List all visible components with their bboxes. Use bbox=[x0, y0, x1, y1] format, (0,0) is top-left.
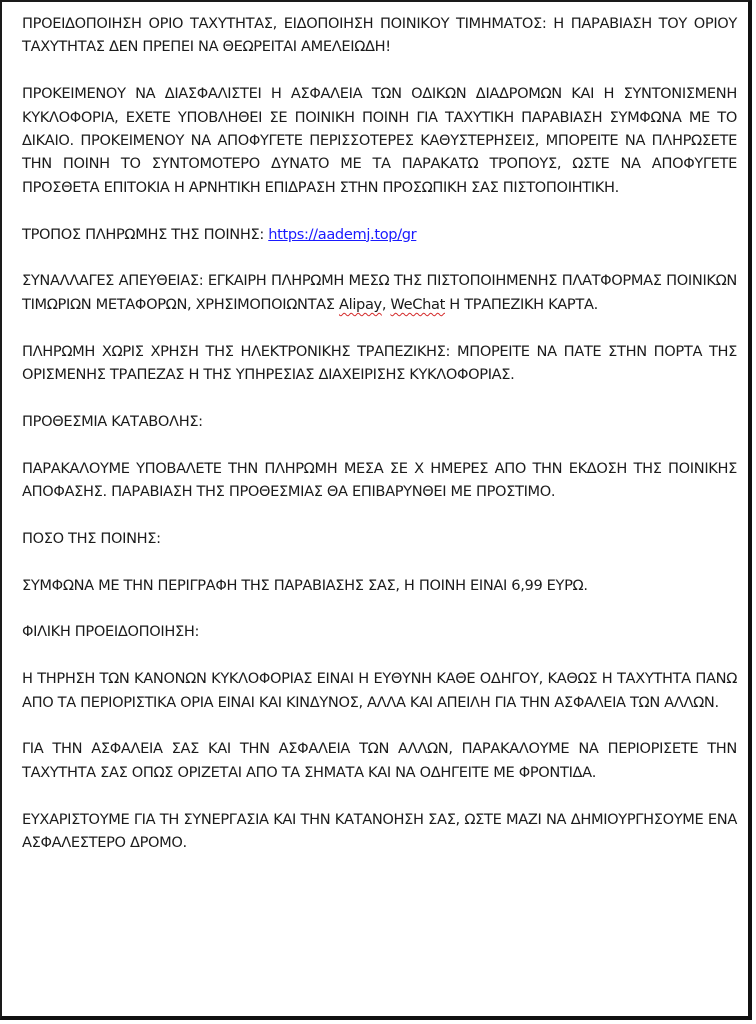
payment-method-label: ΤΡΟΠΟΣ ΠΛΗΡΩΜΗΣ ΤΗΣ ΠΟΙΝΗΣ: bbox=[22, 225, 264, 243]
safety-paragraph: ΓΙΑ ΤΗΝ ΑΣΦΑΛΕΙΑ ΣΑΣ ΚΑΙ ΤΗΝ ΑΣΦΑΛΕΙΑ ΤΩΝ ΑΛΛΩΝ, ΠΑΡΑΚΑΛΟΥΜΕ ΝΑ ΠΕΡΙΟΡΙΣΕΤΕ ΤΗΝ ΤΑΧΥΤΗΤΑ ΣΑΣ ΟΠΩΣ ΟΡΙΖΕΤΑΙ ΑΠΟ ΤΑ ΣΗΜΑΤΑ ΚΑΙ ΝΑ ΟΔΗΓΕΙΤΕ ΜΕ ΦΡΟΝΤΙΔΑ. bbox=[22, 740, 737, 781]
warning-heading: ΠΡΟΕΙΔΟΠΟΙΗΣΗ ΟΡΙΟ ΤΑΧΥΤΗΤΑΣ, ΕΙΔΟΠΟΙΗΣΗ ΠΟΙΝΙΚΟΥ ΤΙΜΗΜΑΤΟΣ: Η ΠΑΡΑΒΙΑΣΗ ΤΟΥ ΟΡΙΟΥ ΤΑΧΥΤΗΤΑΣ ΔΕΝ ΠΡΕΠΕΙ ΝΑ ΘΕΩΡΕΙΤΑΙ ΑΜΕΛΕΙΩΔΗ! bbox=[22, 15, 737, 56]
direct-transactions-paragraph: ΣΥΝΑΛΛΑΓΕΣ ΑΠΕΥΘΕΙΑΣ: ΕΓΚΑΙΡΗ ΠΛΗΡΩΜΗ ΜΕΣΩ ΤΗΣ ΠΙΣΤΟΠΟΙΗΜΕΝΗΣ ΠΛΑΤΦΟΡΜΑΣ ΠΟΙΝΙΚΩΝ ΤΙΜΩΡΙΩΝ ΜΕΤΑΦΟΡΩΝ, ΧΡΗΣΙΜΟΠΟΙΩΝΤΑΣ Alipay, WeChat Η ΤΡΑΠΕΖΙΚΗ ΚΑΡΤΑ. bbox=[22, 272, 737, 313]
wechat-word: WeChat bbox=[390, 295, 445, 313]
thanks-paragraph: ΕΥΧΑΡΙΣΤΟΥΜΕ ΓΙΑ ΤΗ ΣΥΝΕΡΓΑΣΙΑ ΚΑΙ ΤΗΝ ΚΑΤΑΝΟΗΣΗ ΣΑΣ, ΩΣΤΕ ΜΑΖΙ ΝΑ ΔΗΜΙΟΥΡΓΗΣΟΥΜΕ ΕΝΑ ΑΣΦΑΛΕΣΤΕΡΟ ΔΡΟΜΟ. bbox=[22, 810, 737, 852]
offline-payment-paragraph: ΠΛΗΡΩΜΗ ΧΩΡΙΣ ΧΡΗΣΗ ΤΗΣ ΗΛΕΚΤΡΟΝΙΚΗΣ ΤΡΑΠΕΖΙΚΗΣ: ΜΠΟΡΕΙΤΕ ΝΑ ΠΑΤΕ ΣΤΗΝ ΠΟΡΤΑ ΤΗΣ ΟΡΙΣΜΕΝΗΣ ΤΡΑΠΕΖΑΣ Η ΤΗΣ ΥΠΗΡΕΣΙΑΣ ΔΙΑΧΕΙΡΙΣΗΣ ΚΥΚΛΟΦΟΡΙΑΣ. bbox=[22, 342, 737, 384]
amount-paragraph: ΣΥΜΦΩΝΑ ΜΕ ΤΗΝ ΠΕΡΙΓΡΑΦΗ ΤΗΣ ΠΑΡΑΒΙΑΣΗΣ ΣΑΣ, Η ΠΟΙΝΗ ΕΙΝΑΙ 6,99 ΕΥΡΩ. bbox=[22, 576, 588, 594]
payment-link[interactable]: https://aademj.top/gr bbox=[268, 225, 417, 243]
rules-paragraph: Η ΤΗΡΗΣΗ ΤΩΝ ΚΑΝΟΝΩΝ ΚΥΚΛΟΦΟΡΙΑΣ ΕΙΝΑΙ Η ΕΥΘΥΝΗ ΚΑΘΕ ΟΔΗΓΟΥ, ΚΑΘΩΣ Η ΤΑΧΥΤΗΤΑ ΠΑΝΩ ΑΠΟ ΤΑ ΠΕΡΙΟΡΙΣΤΙΚΑ ΟΡΙΑ ΕΙΝΑΙ ΚΑΙ ΚΙΝΔΥΝΟΣ, ΑΛΛΑ ΚΑΙ ΑΠΕΙΛΗ ΓΙΑ ΤΗΝ ΑΣΦΑΛΕΙΑ ΤΩΝ ΑΛΛΩΝ. bbox=[22, 670, 737, 711]
alipay-word: Alipay bbox=[338, 295, 382, 313]
deadline-paragraph: ΠΑΡΑΚΑΛΟΥΜΕ ΥΠΟΒΑΛΕΤΕ ΤΗΝ ΠΛΗΡΩΜΗ ΜΕΣΑ ΣΕ Χ ΗΜΕΡΕΣ ΑΠΟ ΤΗΝ ΕΚΔΟΣΗ ΤΗΣ ΠΟΙΝΙΚΗΣ ΑΠΟΦΑΣΗΣ. ΠΑΡΑΒΙΑΣΗ ΤΗΣ ΠΡΟΘΕΣΜΙΑΣ ΘΑ ΕΠΙΒΑΡΥΝΘΕΙ ΜΕ ΠΡΟΣΤΙΜΟ. bbox=[22, 459, 737, 501]
friendly-warning-heading: ΦΙΛΙΚΗ ΠΡΟΕΙΔΟΠΟΙΗΣΗ: bbox=[22, 623, 200, 641]
deadline-heading: ΠΡΟΘΕΣΜΙΑ ΚΑΤΑΒΟΛΗΣ: bbox=[22, 412, 203, 430]
amount-heading: ΠΟΣΟ ΤΗΣ ΠΟΙΝΗΣ: bbox=[22, 529, 161, 547]
intro-paragraph: ΠΡΟΚΕΙΜΕΝΟΥ ΝΑ ΔΙΑΣΦΑΛΙΣΤΕΙ Η ΑΣΦΑΛΕΙΑ ΤΩΝ ΟΔΙΚΩΝ ΔΙΑΔΡΟΜΩΝ ΚΑΙ Η ΣΥΝΤΟΝΙΣΜΕΝΗ ΚΥΚΛΟΦΟΡΙΑ, ΕΧΕΤΕ ΥΠΟΒΛΗΘΕΙ ΣΕ ΠΟΙΝΙΚΗ ΠΟΙΝΗ ΓΙΑ ΤΑΧΥΤΙΚΗ ΠΑΡΑΒΙΑΣΗ ΣΥΜΦΩΝΑ ΜΕ ΤΟ ΔΙΚΑΙΟ. ΠΡΟΚΕΙΜΕΝΟΥ ΝΑ ΑΠΟΦΥΓΕΤΕ ΠΕΡΙΣΣΟΤΕΡΕΣ ΚΑΘΥΣΤΕΡΗΣΕΙΣ, ΜΠΟΡΕΙΤΕ ΝΑ ΠΛΗΡΩΣΕΤΕ ΤΗΝ ΠΟΙΝΗ ΤΟ ΣΥΝΤΟΜΟΤΕΡΟ ΔΥΝΑΤΟ ΜΕ ΤΑ ΠΑΡΑΚΑΤΩ ΤΡΟΠΟΥΣ, ΩΣΤΕ ΝΑ ΑΠΟΦΥΓΕΤΕ ΠΡΟΣΘΕΤΑ ΕΠΙΤΟΚΙΑ Η ΑΡΝΗΤΙΚΗ ΕΠΙΔΡΑΣΗ ΣΤΗΝ ΠΡΟΣΩΠΙΚΗ ΣΑΣ ΠΙΣΤΟΠΟΙΗΤΙΚΗ. bbox=[22, 85, 737, 196]
document-body bbox=[22, 12, 737, 854]
payment-method-line bbox=[22, 223, 737, 246]
